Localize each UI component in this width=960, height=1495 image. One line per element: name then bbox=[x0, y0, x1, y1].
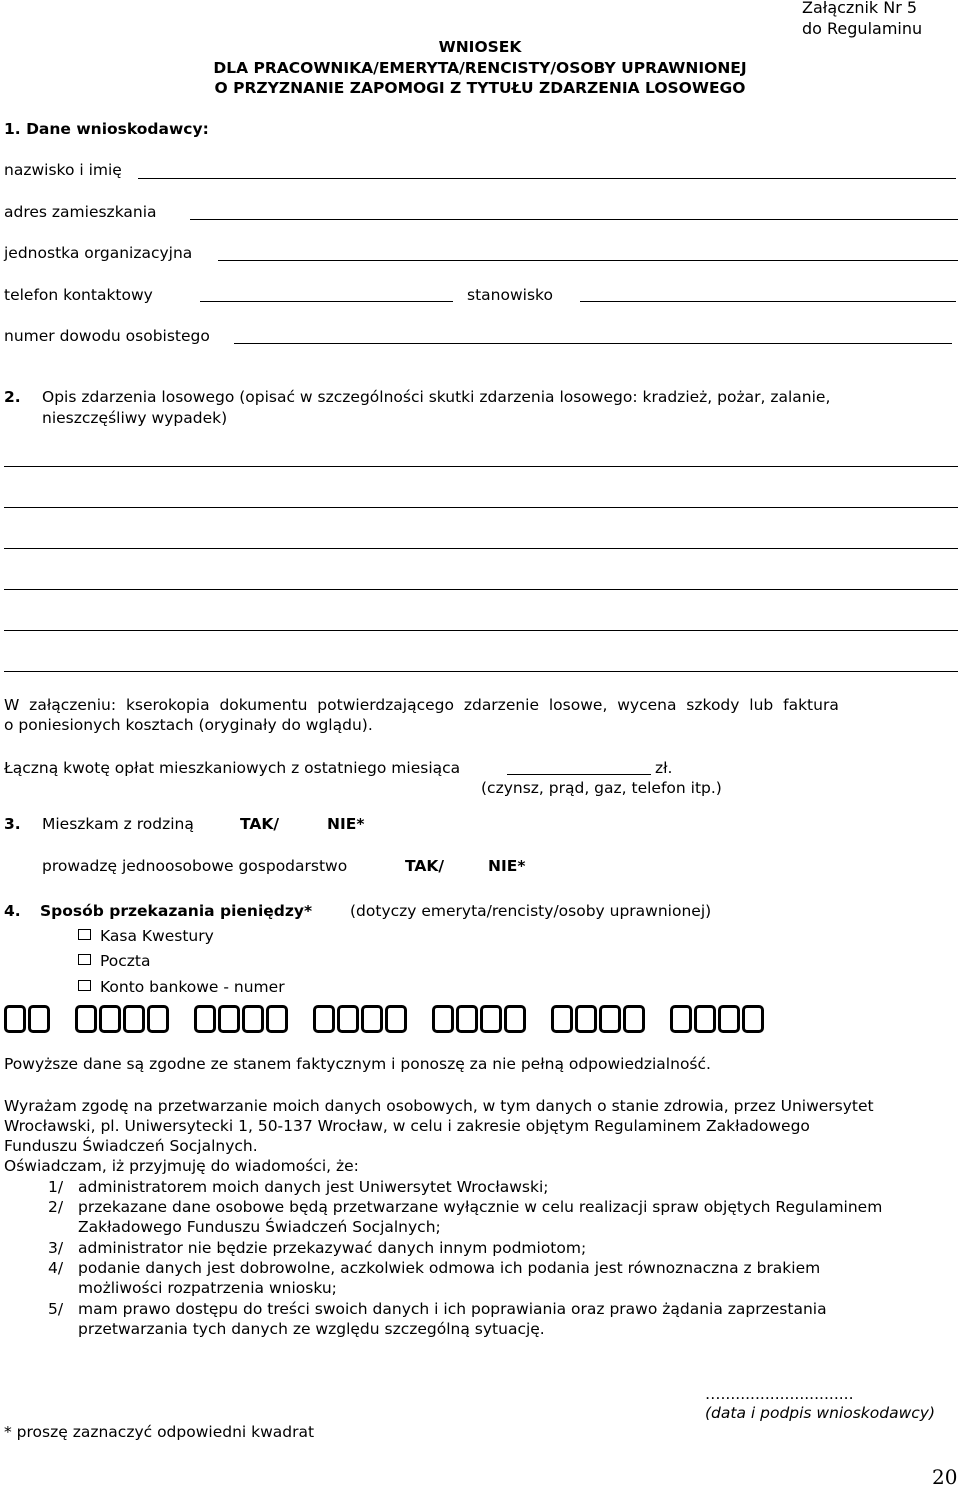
section4-number: 4. bbox=[4, 902, 21, 920]
single-household-label: prowadzę jednoosobowe gospodarstwo bbox=[42, 857, 348, 875]
account-digit-box[interactable] bbox=[480, 1005, 502, 1033]
ack-item-number: 5/ bbox=[48, 1300, 64, 1318]
section2-description: Opis zdarzenia losowego (opisać w szczególności skutki zdarzenia losowego: kradzież, pożar, zalanie, bbox=[42, 388, 831, 406]
account-digit-box[interactable] bbox=[599, 1005, 621, 1033]
unit-field[interactable] bbox=[218, 260, 958, 261]
account-digit-group bbox=[75, 1005, 169, 1033]
ack-item-text-cont: Zakładowego Funduszu Świadczeń Socjalnych; bbox=[78, 1218, 441, 1236]
address-field[interactable] bbox=[190, 219, 958, 220]
account-digit-group bbox=[194, 1005, 288, 1033]
section2-description-line2: nieszczęśliwy wypadek) bbox=[42, 409, 228, 427]
account-digit-box[interactable] bbox=[456, 1005, 478, 1033]
account-digit-group bbox=[551, 1005, 645, 1033]
ack-item-text: mam prawo dostępu do treści swoich danych i ich poprawiania oraz prawo żądania zaprzestania bbox=[78, 1300, 827, 1318]
account-digit-box[interactable] bbox=[694, 1005, 716, 1033]
description-line[interactable] bbox=[4, 589, 958, 590]
account-digit-box[interactable] bbox=[194, 1005, 216, 1033]
phone-label: telefon kontaktowy bbox=[4, 286, 153, 304]
ack-item-number: 2/ bbox=[48, 1198, 64, 1216]
option-post-label: Poczta bbox=[100, 952, 151, 970]
page-number: 20 bbox=[932, 1465, 958, 1489]
ack-item-text: podanie danych jest dobrowolne, aczkolwiek odmowa ich podania jest równoznaczna z brakiem bbox=[78, 1259, 821, 1277]
account-digit-box[interactable] bbox=[361, 1005, 383, 1033]
account-digit-box[interactable] bbox=[551, 1005, 573, 1033]
fees-unit: zł. bbox=[655, 759, 673, 777]
family-no-option[interactable]: NIE* bbox=[327, 815, 365, 833]
account-digit-box[interactable] bbox=[337, 1005, 359, 1033]
account-digit-box[interactable] bbox=[432, 1005, 454, 1033]
attachment-note-line2: o poniesionych kosztach (oryginały do wglądu). bbox=[4, 716, 373, 734]
form-title: WNIOSEK bbox=[438, 38, 522, 56]
account-digit-box[interactable] bbox=[718, 1005, 740, 1033]
fees-note: (czynsz, prąd, gaz, telefon itp.) bbox=[481, 779, 722, 797]
account-digit-box[interactable] bbox=[504, 1005, 526, 1033]
single-no-option[interactable]: NIE* bbox=[488, 857, 526, 875]
account-digit-group bbox=[670, 1005, 764, 1033]
family-label: Mieszkam z rodziną bbox=[42, 815, 194, 833]
id-label: numer dowodu osobistego bbox=[4, 327, 210, 345]
description-line[interactable] bbox=[4, 630, 958, 631]
consent-statement: Wyrażam zgodę na przetwarzanie moich danych osobowych, w tym danych o stanie zdrowia, przez Uniwersytet bbox=[4, 1097, 874, 1115]
account-digit-box[interactable] bbox=[75, 1005, 97, 1033]
section1-heading: 1. Dane wnioskodawcy: bbox=[4, 120, 209, 138]
annex-label: Załącznik Nr 5 bbox=[802, 0, 918, 17]
section3-number: 3. bbox=[4, 815, 21, 833]
family-yes-option[interactable]: TAK/ bbox=[240, 815, 280, 833]
id-field[interactable] bbox=[234, 343, 952, 344]
account-digit-box[interactable] bbox=[385, 1005, 407, 1033]
fees-field[interactable] bbox=[507, 774, 651, 775]
account-digit-box[interactable] bbox=[99, 1005, 121, 1033]
annex-sub-label: do Regulaminu bbox=[802, 19, 923, 38]
payment-method-heading: Sposób przekazania pieniędzy* bbox=[40, 902, 313, 920]
form-title-line3: O PRZYZNANIE ZAPOMOGI Z TYTUŁU ZDARZENIA LOSOWEGO bbox=[214, 79, 746, 97]
ack-item-number: 4/ bbox=[48, 1259, 64, 1277]
option-cashier[interactable] bbox=[78, 927, 214, 945]
position-label: stanowisko bbox=[467, 286, 553, 304]
ack-item-number: 3/ bbox=[48, 1239, 64, 1257]
phone-field[interactable] bbox=[200, 301, 453, 302]
signature-dots: …........................... bbox=[705, 1385, 854, 1403]
account-digit-box[interactable] bbox=[218, 1005, 240, 1033]
description-line[interactable] bbox=[4, 466, 958, 467]
account-digit-group bbox=[4, 1005, 50, 1033]
account-digit-box[interactable] bbox=[623, 1005, 645, 1033]
ack-item-text: przekazane dane osobowe będą przetwarzane wyłącznie w celu realizacji spraw objętych Regulaminem bbox=[78, 1198, 883, 1216]
address-label: adres zamieszkania bbox=[4, 203, 157, 221]
fees-label: Łączną kwotę opłat mieszkaniowych z ostatniego miesiąca bbox=[4, 759, 461, 777]
signature-label: (data i podpis wnioskodawcy) bbox=[705, 1404, 936, 1422]
section2-number: 2. bbox=[4, 388, 21, 406]
account-digit-box[interactable] bbox=[670, 1005, 692, 1033]
ack-item-text-cont: przetwarzania tych danych ze względu szczególną sytuację. bbox=[78, 1320, 545, 1338]
account-digit-box[interactable] bbox=[266, 1005, 288, 1033]
option-bank-label: Konto bankowe - numer bbox=[100, 978, 285, 996]
description-line[interactable] bbox=[4, 507, 958, 508]
account-digit-box[interactable] bbox=[4, 1005, 26, 1033]
account-digit-box[interactable] bbox=[313, 1005, 335, 1033]
description-line[interactable] bbox=[4, 548, 958, 549]
account-digit-box[interactable] bbox=[28, 1005, 50, 1033]
option-cashier-label: Kasa Kwestury bbox=[100, 927, 214, 945]
ack-item-text: administratorem moich danych jest Uniwersytet Wrocławski; bbox=[78, 1178, 549, 1196]
consent-statement-line2: Wrocławski, pl. Uniwersytecki 1, 50-137 Wrocław, w celu i zakresie objętym Regulaminem Zakładowego bbox=[4, 1117, 810, 1135]
name-label: nazwisko i imię bbox=[4, 161, 122, 179]
position-field[interactable] bbox=[580, 301, 956, 302]
account-digit-box[interactable] bbox=[575, 1005, 597, 1033]
name-field[interactable] bbox=[138, 178, 956, 179]
ack-item-number: 1/ bbox=[48, 1178, 64, 1196]
ack-item-text: administrator nie będzie przekazywać danych innym podmiotom; bbox=[78, 1239, 587, 1257]
option-bank[interactable] bbox=[78, 978, 285, 996]
account-digit-box[interactable] bbox=[742, 1005, 764, 1033]
option-post[interactable] bbox=[78, 952, 151, 970]
conformity-statement: Powyższe dane są zgodne ze stanem faktycznym i ponoszę za nie pełną odpowiedzialność. bbox=[4, 1055, 711, 1073]
attachment-note: W załączeniu: kserokopia dokumentu potwierdzającego zdarzenie losowe, wycena szkody lub faktura bbox=[4, 696, 839, 714]
form-title-line2: DLA PRACOWNIKA/EMERYTA/RENCISTY/OSOBY UPRAWNIONEJ bbox=[213, 59, 747, 77]
single-yes-option[interactable]: TAK/ bbox=[405, 857, 445, 875]
payment-method-note: (dotyczy emeryta/rencisty/osoby uprawnionej) bbox=[350, 902, 712, 920]
checkbox-icon[interactable] bbox=[78, 929, 91, 940]
bank-account-number-boxes[interactable] bbox=[4, 1005, 764, 1033]
footnote: * proszę zaznaczyć odpowiedni kwadrat bbox=[4, 1423, 315, 1441]
unit-label: jednostka organizacyjna bbox=[4, 244, 193, 262]
account-digit-group bbox=[313, 1005, 407, 1033]
acknowledgement-heading: Oświadczam, iż przyjmuję do wiadomości, że: bbox=[4, 1157, 359, 1175]
consent-statement-line3: Funduszu Świadczeń Socjalnych. bbox=[4, 1137, 258, 1155]
account-digit-box[interactable] bbox=[242, 1005, 264, 1033]
description-line[interactable] bbox=[4, 671, 958, 672]
account-digit-box[interactable] bbox=[123, 1005, 145, 1033]
ack-item-text-cont: możliwości rozpatrzenia wniosku; bbox=[78, 1279, 337, 1297]
account-digit-group bbox=[432, 1005, 526, 1033]
checkbox-icon[interactable] bbox=[78, 980, 91, 991]
checkbox-icon[interactable] bbox=[78, 954, 91, 965]
account-digit-box[interactable] bbox=[147, 1005, 169, 1033]
